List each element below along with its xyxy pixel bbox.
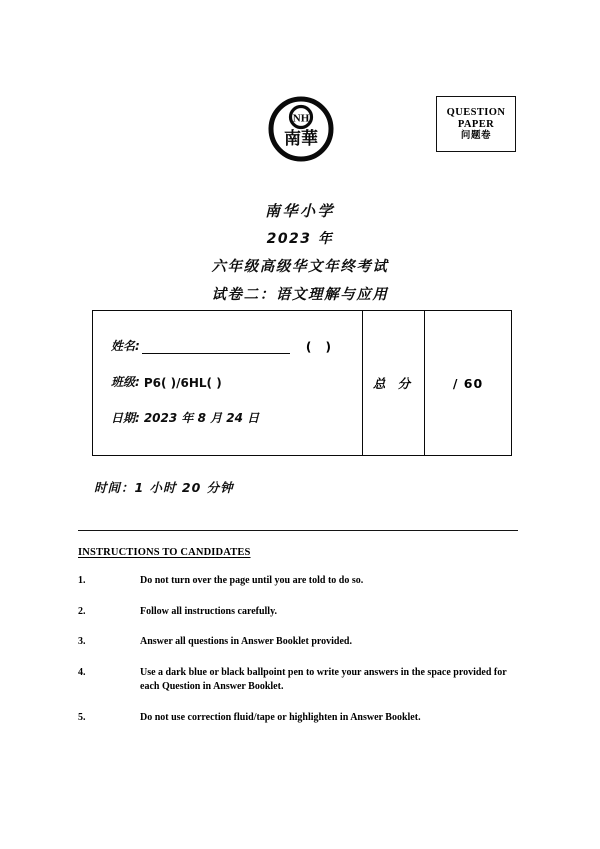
instruction-number: 5. (78, 711, 86, 723)
instructions-heading: INSTRUCTIONS TO CANDIDATES (78, 547, 251, 558)
question-paper-line3-cn: 问题卷 (460, 129, 492, 141)
instructions-list (78, 574, 518, 741)
date-value: 2023 年 8 月 24 日 (143, 411, 260, 425)
total-score-label: 总 分 (372, 376, 415, 391)
instruction-text: Answer all questions in Answer Booklet provided. (140, 636, 352, 647)
instruction-text: Do not turn over the page until you are told to do so. (140, 575, 364, 586)
instruction-text: Follow all instructions carefully. (140, 605, 278, 617)
instruction-number: 2. (78, 605, 86, 617)
svg-text:NH: NH (292, 112, 310, 125)
section-divider (78, 530, 518, 531)
instruction-number: 3. (78, 636, 86, 647)
school-crest-icon (268, 96, 334, 162)
instruction-item (78, 711, 518, 726)
name-input-rule[interactable] (142, 340, 290, 354)
exam-name-title: 六年级高级华文年终考试 (211, 259, 389, 275)
question-paper-line2: PAPER (457, 118, 495, 130)
instruction-item (78, 574, 518, 589)
school-name-title: 南华小学 (264, 202, 335, 220)
date-row (111, 409, 362, 426)
class-label: 班级: (111, 375, 140, 389)
instruction-text: Do not use correction fluid/tape or highlighten in Answer Booklet. (140, 711, 421, 723)
name-row (111, 337, 362, 354)
question-paper-badge (436, 96, 516, 152)
class-input-field[interactable]: P6( )/6HL( ) (143, 376, 222, 390)
instruction-item (78, 605, 518, 620)
instruction-item (78, 635, 518, 650)
total-score-label-cell (363, 311, 425, 455)
instruction-number: 1. (78, 575, 86, 586)
class-row (111, 373, 362, 390)
instruction-text: Use a dark blue or black ballpoint pen to write your answers in the space provided for each Question in Answer Booklet. (140, 666, 507, 692)
instruction-item (78, 666, 518, 695)
candidate-details-cell (93, 311, 363, 455)
name-label: 姓名: (111, 339, 140, 353)
question-paper-line1: QUESTION (446, 106, 506, 118)
exam-year-title: 2023 年 (266, 231, 334, 247)
page-title-block (0, 200, 600, 304)
instruction-number: 4. (78, 666, 86, 678)
svg-text:南華: 南華 (284, 129, 318, 149)
date-label: 日期: (111, 411, 140, 425)
candidate-info-table (92, 310, 512, 456)
total-score-value-cell[interactable] (425, 311, 511, 455)
paper-name-title: 试卷二：语文理解与应用 (211, 287, 389, 303)
total-score-max: / 60 (452, 375, 484, 391)
exam-duration: 时间：1 小时 20 分钟 (94, 480, 234, 495)
name-index-field[interactable]: ( ) (305, 340, 336, 354)
